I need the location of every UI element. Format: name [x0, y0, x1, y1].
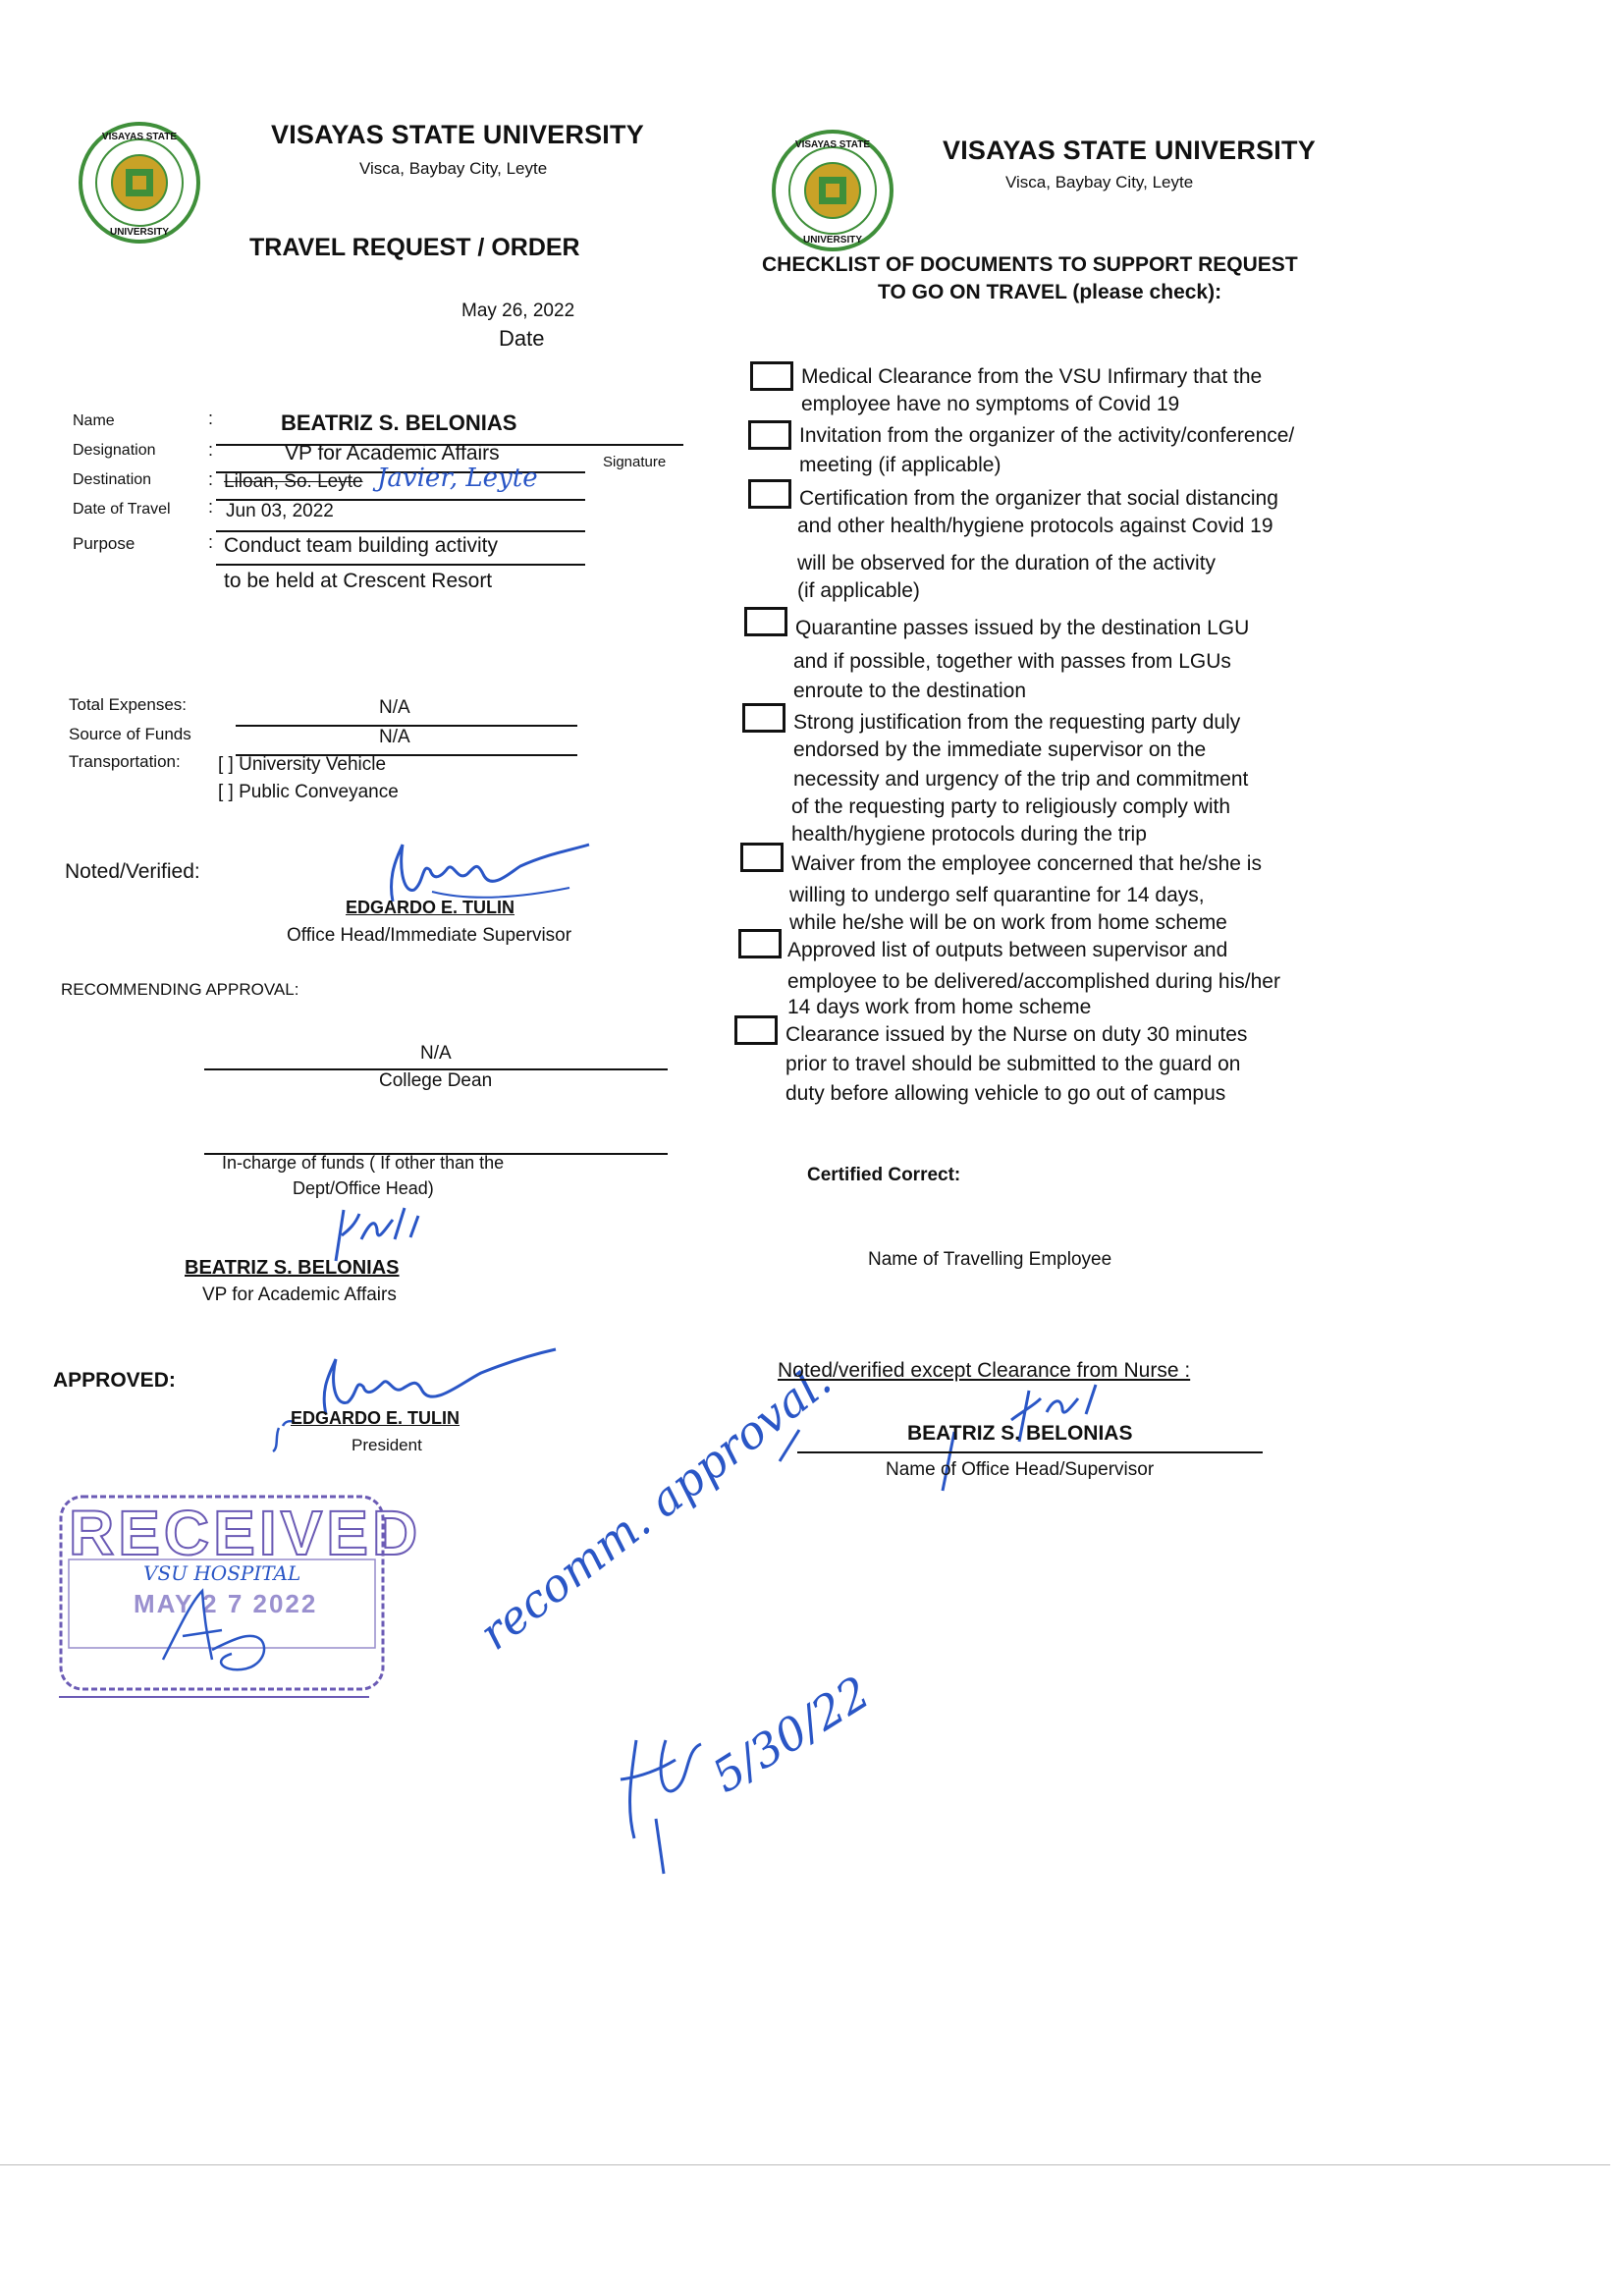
- checklist-item-5-line-4: of the requesting party to religiously comply with: [791, 795, 1231, 818]
- checklist-item-8-line-3: duty before allowing vehicle to go out of campus: [785, 1082, 1226, 1105]
- approved-label: APPROVED:: [53, 1369, 176, 1392]
- checklist-item-4-line-3: enroute to the destination: [793, 680, 1027, 702]
- total-expenses-label: Total Expenses:: [69, 695, 188, 714]
- destination-label: Destination: [73, 471, 152, 488]
- college-dean-title: College Dean: [379, 1070, 493, 1091]
- handwritten-recommend-note: recomm. approval.: [469, 1353, 841, 1661]
- travelling-employee-label: Name of Travelling Employee: [868, 1249, 1112, 1270]
- source-of-funds-value: N/A: [379, 727, 410, 747]
- university-seal-right: [770, 128, 895, 253]
- checklist-item-7-line-3: 14 days work from home scheme: [787, 996, 1092, 1018]
- university-name-left: VISAYAS STATE UNIVERSITY: [271, 120, 644, 149]
- purpose-line-2: to be held at Crescent Resort: [224, 570, 493, 592]
- checklist-item-2-line-1: Invitation from the organizer of the activity/conference/: [799, 424, 1295, 447]
- office-head-name: BEATRIZ S. BELONIAS: [907, 1422, 1133, 1445]
- checklist-item-6-line-1: Waiver from the employee concerned that he/she is: [791, 852, 1262, 875]
- date-caption: Date: [499, 326, 545, 351]
- college-dean-value: N/A: [420, 1043, 452, 1064]
- checklist-title-line-1: CHECKLIST OF DOCUMENTS TO SUPPORT REQUEST: [762, 253, 1298, 276]
- transport-university-vehicle: [ ] University Vehicle: [218, 754, 387, 775]
- funds-caption-line-1: In-charge of funds ( If other than the: [222, 1153, 505, 1173]
- approved-name: EDGARDO E. TULIN: [291, 1408, 460, 1428]
- funds-title: VP for Academic Affairs: [202, 1285, 397, 1305]
- purpose-colon: :: [208, 532, 214, 552]
- handwritten-date: 5/30/22: [703, 1666, 880, 1803]
- checklist-item-3-line-3: will be observed for the duration of the activity: [797, 552, 1217, 574]
- checkbox-quarantine-passes[interactable]: [744, 607, 787, 636]
- checklist-item-6-line-2: willing to undergo self quarantine for 14 days,: [789, 884, 1205, 906]
- checkbox-waiver[interactable]: [740, 843, 784, 872]
- name-value: BEATRIZ S. BELONIAS: [281, 410, 517, 435]
- checklist-title-line-2: TO GO ON TRAVEL (please check):: [878, 281, 1222, 303]
- noted-name: EDGARDO E. TULIN: [346, 898, 515, 917]
- checkbox-strong-justification[interactable]: [742, 703, 785, 733]
- checklist-item-4-line-2: and if possible, together with passes from LGUs: [793, 650, 1231, 673]
- university-address-left: Visca, Baybay City, Leyte: [359, 159, 548, 178]
- checklist-item-5-line-5: health/hygiene protocols during the trip: [791, 823, 1147, 846]
- transport-public-conveyance: [ ] Public Conveyance: [218, 782, 399, 802]
- stamp-date: MAY 2 7 2022: [134, 1589, 318, 1618]
- designation-label: Designation: [73, 442, 156, 459]
- funds-caption-line-2: Dept/Office Head): [293, 1178, 434, 1198]
- designation-value: VP for Academic Affairs: [285, 442, 500, 465]
- checklist-item-8-line-2: prior to travel should be submitted to the guard on: [785, 1053, 1241, 1075]
- university-address-right: Visca, Baybay City, Leyte: [1005, 173, 1194, 191]
- total-expenses-value: N/A: [379, 697, 410, 718]
- checklist-item-3-line-4: (if applicable): [797, 579, 920, 602]
- destination-colon: :: [208, 469, 214, 489]
- checkbox-medical-clearance[interactable]: [750, 361, 793, 391]
- handwritten-initials: [607, 1721, 715, 1878]
- form-title: TRAVEL REQUEST / ORDER: [249, 234, 580, 261]
- stamp-handwritten-text: VSU HOSPITAL: [143, 1561, 301, 1585]
- designation-colon: :: [208, 440, 214, 460]
- checklist-item-4-line-1: Quarantine passes issued by the destination LGU: [795, 617, 1250, 639]
- scan-edge-line: [0, 2164, 1610, 2165]
- destination-value-struck: Liloan, So. Leyte: [224, 471, 363, 492]
- signature-label: Signature: [603, 454, 667, 470]
- checklist-item-3-line-2: and other health/hygiene protocols against Covid 19: [797, 515, 1273, 537]
- noted-title: Office Head/Immediate Supervisor: [287, 925, 572, 946]
- received-stamp-word: RECEIVED: [69, 1498, 422, 1568]
- university-seal-left: [77, 120, 202, 246]
- svg-text:VISAYAS STATE: VISAYAS STATE: [794, 139, 871, 150]
- date-of-travel-colon: :: [208, 497, 214, 517]
- checkbox-invitation[interactable]: [748, 420, 791, 450]
- date-of-travel-underline: [216, 530, 585, 532]
- university-name-right: VISAYAS STATE UNIVERSITY: [943, 136, 1316, 165]
- certified-correct-label: Certified Correct:: [807, 1165, 961, 1185]
- received-stamp: [55, 1491, 422, 1701]
- checklist-item-1-line-2: employee have no symptoms of Covid 19: [801, 393, 1180, 415]
- request-date: May 26, 2022: [461, 301, 575, 321]
- checkbox-nurse-clearance[interactable]: [734, 1015, 778, 1045]
- name-label: Name: [73, 412, 115, 429]
- purpose-line-1: Conduct team building activity: [224, 534, 498, 557]
- noted-verified-label: Noted/Verified:: [65, 860, 200, 883]
- checklist-item-2-line-2: meeting (if applicable): [799, 454, 1001, 476]
- office-head-title: Name of Office Head/Supervisor: [886, 1459, 1155, 1480]
- checklist-item-7-line-1: Approved list of outputs between supervisor and: [787, 939, 1228, 961]
- svg-text:VISAYAS STATE: VISAYAS STATE: [101, 132, 178, 142]
- name-colon: :: [208, 409, 214, 428]
- recommending-approval-label: RECOMMENDING APPROVAL:: [61, 980, 299, 999]
- stamp-signature: [153, 1581, 291, 1679]
- checklist-item-8-line-1: Clearance issued by the Nurse on duty 30 minutes: [785, 1023, 1248, 1046]
- destination-handwritten: Javier, Leyte: [377, 464, 538, 493]
- checklist-item-5-line-3: necessity and urgency of the trip and commitment: [793, 768, 1249, 791]
- checklist-item-7-line-2: employee to be delivered/accomplished during his/her: [787, 970, 1280, 993]
- purpose-label: Purpose: [73, 534, 135, 553]
- checkbox-certification[interactable]: [748, 479, 791, 509]
- date-of-travel-label: Date of Travel: [73, 501, 171, 518]
- office-head-underline: [797, 1451, 1263, 1453]
- noted-except-label: Noted/verified except Clearance from Nurse :: [778, 1359, 1191, 1382]
- source-of-funds-label: Source of Funds: [69, 725, 191, 743]
- checklist-item-3-line-1: Certification from the organizer that social distancing: [799, 487, 1278, 510]
- svg-text:UNIVERSITY: UNIVERSITY: [802, 235, 863, 246]
- checklist-item-5-line-2: endorsed by the immediate supervisor on the: [793, 738, 1207, 761]
- checkbox-approved-outputs[interactable]: [738, 929, 782, 958]
- date-of-travel-value: Jun 03, 2022: [226, 501, 334, 521]
- funds-name: BEATRIZ S. BELONIAS: [185, 1257, 400, 1279]
- transportation-label: Transportation:: [69, 752, 181, 771]
- checklist-item-6-line-3: while he/she will be on work from home scheme: [789, 911, 1227, 934]
- checklist-item-5-line-1: Strong justification from the requesting party duly: [793, 711, 1241, 734]
- checklist-item-1-line-1: Medical Clearance from the VSU Infirmary that the: [801, 365, 1263, 388]
- approved-title: President: [352, 1436, 422, 1454]
- svg-text:UNIVERSITY: UNIVERSITY: [109, 227, 170, 238]
- purpose-underline: [216, 564, 585, 566]
